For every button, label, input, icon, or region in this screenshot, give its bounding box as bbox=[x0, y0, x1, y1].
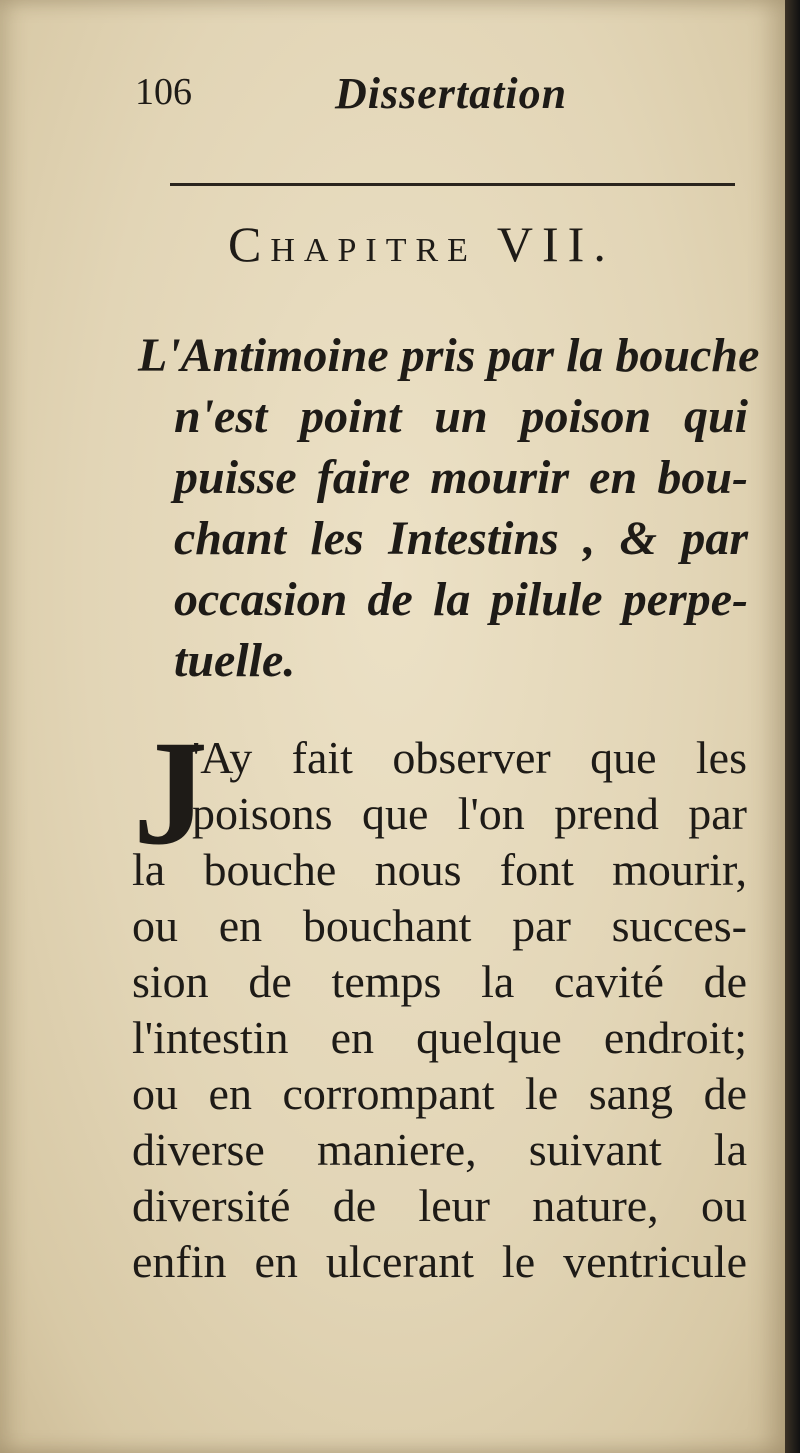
page-header bbox=[135, 70, 735, 130]
chapter-title-initial: C bbox=[228, 216, 271, 272]
header-rule bbox=[170, 183, 735, 186]
body-line: enfin en ulcerant le ventricule bbox=[132, 1236, 747, 1287]
summary-line: occasion de la pilule perpe- bbox=[174, 573, 748, 626]
chapter-title-word: HAPITRE bbox=[270, 232, 477, 269]
body-line: la bouche nous font mourir, bbox=[132, 844, 747, 895]
drop-cap: J bbox=[133, 710, 208, 876]
body-line: poisons que l'on prend par bbox=[192, 788, 747, 839]
body-line: 'Ay fait observer que les bbox=[192, 732, 747, 783]
body-line: ou en bouchant par succes- bbox=[132, 900, 747, 951]
summary-line: puisse faire mourir en bou- bbox=[174, 451, 748, 504]
summary-line: L'Antimoine pris par la bouche bbox=[138, 329, 760, 382]
body-line: sion de temps la cavité de bbox=[132, 956, 747, 1007]
chapter-summary bbox=[138, 325, 760, 691]
body-line: diverse maniere, suivant la bbox=[132, 1124, 747, 1175]
book-gutter-edge bbox=[785, 0, 800, 1453]
body-line: l'intestin en quelque endroit; bbox=[132, 1012, 747, 1063]
body-paragraph bbox=[132, 730, 747, 1290]
chapter-title bbox=[228, 215, 688, 273]
summary-line: n'est point un poison qui bbox=[174, 390, 748, 443]
page-number: 106 bbox=[135, 71, 192, 113]
summary-line: tuelle. bbox=[174, 634, 296, 687]
running-title: Dissertation bbox=[335, 69, 568, 118]
body-line: diversité de leur nature, ou bbox=[132, 1180, 747, 1231]
summary-line: chant les Intestins , & par bbox=[174, 512, 748, 565]
body-line: ou en corrompant le sang de bbox=[132, 1068, 747, 1119]
chapter-number: VII. bbox=[496, 216, 615, 272]
